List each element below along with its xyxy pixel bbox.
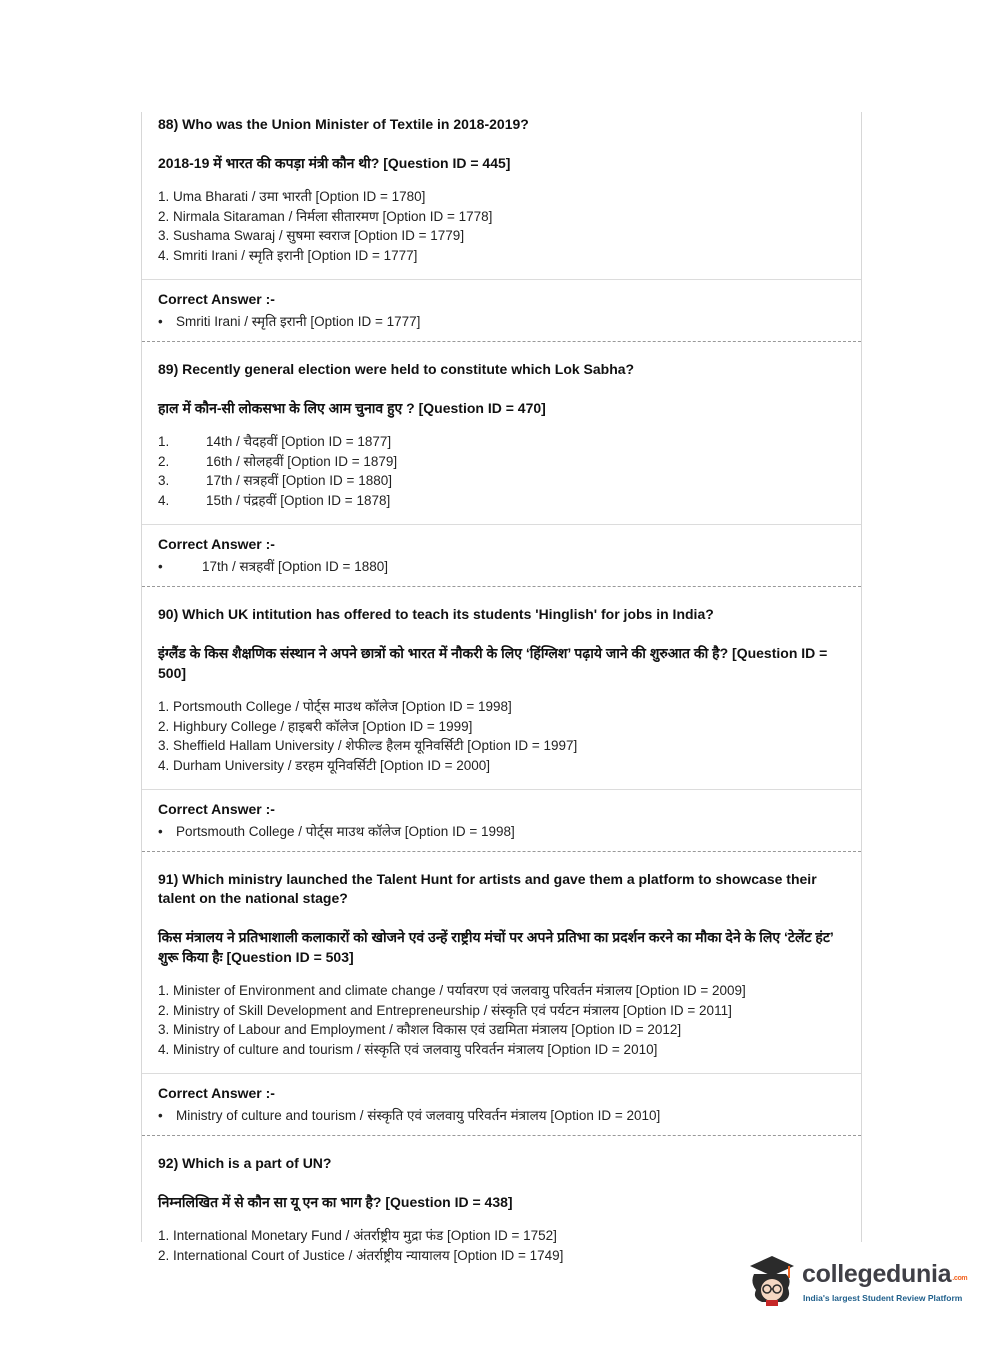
option-item: 4. Ministry of culture and tourism / संस्कृति एवं जलवायु परिवर्तन मंत्रालय [Option ID = 2010]	[158, 1041, 658, 1057]
logo-tagline: India's largest Student Review Platform	[803, 1293, 963, 1303]
question-heading: 90) Which UK intitution has offered to teach its students 'Hinglish' for jobs in India?	[158, 606, 714, 622]
option-list	[158, 697, 845, 775]
option-item: 1. Uma Bharati / उमा भारती [Option ID = 1780]	[158, 189, 426, 204]
question-hindi: हाल में कौन-सी लोकसभा के लिए आम चुनाव हुए ? [Question ID = 470]	[158, 400, 546, 416]
question-separator	[142, 586, 861, 587]
option-item: 1. International Monetary Fund / अंतर्राष्ट्रीय मुद्रा फंड [Option ID = 1752]	[158, 1228, 557, 1243]
option-item: 1. Portsmouth College / पोर्ट्स माउथ कॉलेज [Option ID = 1998]	[158, 699, 512, 714]
correct-answer-89	[142, 525, 861, 577]
correct-answer-title: Correct Answer :-	[158, 536, 275, 552]
correct-answer-value: • Ministry of culture and tourism / संस्कृति एवं जलवायु परिवर्तन मंत्रालय [Option ID = 2010]	[158, 1106, 845, 1126]
option-list	[158, 187, 845, 265]
correct-answer-90	[142, 790, 861, 842]
correct-answer-title: Correct Answer :-	[158, 291, 275, 307]
question-heading: 89) Recently general election were held to constitute which Lok Sabha?	[158, 361, 635, 377]
option-list	[158, 432, 845, 510]
option-item: 4. 15th / पंद्रहवीं [Option ID = 1878]	[158, 492, 391, 508]
question-separator	[142, 851, 861, 852]
question-89	[142, 357, 861, 510]
option-item: 3. Sushama Swaraj / सुषमा स्वराज [Option ID = 1779]	[158, 228, 465, 243]
student-mascot-icon	[742, 1252, 800, 1310]
option-item: 4. Smriti Irani / स्मृति इरानी [Option ID = 1777]	[158, 247, 418, 263]
option-item: 3. Sheffield Hallam University / शेफील्ड हैलम यूनिवर्सिटी [Option ID = 1997]	[158, 738, 578, 753]
option-item: 2. Highbury College / हाइबरी कॉलेज [Option ID = 1999]	[158, 718, 473, 734]
option-item: 2. Nirmala Sitaraman / निर्मला सीतारमण [Option ID = 1778]	[158, 208, 493, 224]
correct-answer-value: • Smriti Irani / स्मृति इरानी [Option ID = 1777]	[158, 312, 845, 332]
option-item: 2. Ministry of Skill Development and Entrepreneurship / संस्कृति एवं पर्यटन मंत्रालय [Option ID = 2011]	[158, 1002, 732, 1018]
correct-answer-title: Correct Answer :-	[158, 1085, 275, 1101]
bullet-icon: •	[158, 559, 163, 574]
bullet-icon: •	[158, 314, 163, 329]
question-heading: 88) Who was the Union Minister of Textile in 2018-2019?	[158, 116, 529, 132]
option-item: 1. Minister of Environment and climate change / पर्यावरण एवं जलवायु परिवर्तन मंत्रालय [Option ID = 2009]	[158, 983, 746, 998]
logo-wordmark: collegedunia.com	[802, 1260, 968, 1288]
question-hindi: किस मंत्रालय ने प्रतिभाशाली कलाकारों को खोजने एवं उन्हें राष्ट्रीय मंचों पर अपने प्रतिभा का प्रदर्शन करने का मौका देने के लिए ‘टेलेंट हंट’ शुरू किया हैः [Question ID = 503]	[158, 929, 834, 965]
question-heading: 91) Which ministry launched the Talent Hunt for artists and gave them a platform to showcase their talent on the national stage?	[158, 871, 817, 906]
correct-answer-title: Correct Answer :-	[158, 801, 275, 817]
question-hindi: निम्नलिखित में से कौन सा यू एन का भाग है? [Question ID = 438]	[158, 1194, 513, 1210]
question-88	[142, 112, 861, 265]
question-heading: 92) Which is a part of UN?	[158, 1155, 332, 1171]
question-separator	[142, 341, 861, 342]
option-list	[158, 981, 845, 1059]
correct-answer-88	[142, 280, 861, 332]
correct-answer-91	[142, 1074, 861, 1126]
option-item: 4. Durham University / डरहम यूनिवर्सिटी [Option ID = 2000]	[158, 757, 490, 773]
question-hindi: 2018-19 में भारत की कपड़ा मंत्री कौन थी? [Question ID = 445]	[158, 155, 511, 171]
question-90	[142, 602, 861, 775]
option-item: 2. International Court of Justice / अंतर्राष्ट्रीय न्यायालय [Option ID = 1749]	[158, 1247, 564, 1263]
bullet-icon: •	[158, 1108, 163, 1123]
correct-answer-value: • 17th / सत्रहवीं [Option ID = 1880]	[158, 557, 845, 577]
option-item: 1. 14th / चैदहवीं [Option ID = 1877]	[158, 434, 392, 449]
option-item: 3. Ministry of Labour and Employment / कौशल विकास एवं उद्यमिता मंत्रालय [Option ID = 2012]	[158, 1022, 682, 1037]
correct-answer-value: • Portsmouth College / पोर्ट्स माउथ कॉलेज [Option ID = 1998]	[158, 822, 845, 842]
question-hindi: इंग्लैंड के किस शैक्षणिक संस्थान ने अपने छात्रों को भारत में नौकरी के लिए ‘हिंग्लिश’ पढ़ाये जाने की शुरुआत की है? [Question ID = 500]	[158, 645, 828, 681]
question-92	[142, 1151, 861, 1265]
collegedunia-logo[interactable]	[742, 1252, 972, 1312]
option-item: 3. 17th / सत्रहवीं [Option ID = 1880]	[158, 473, 392, 488]
question-separator	[142, 1135, 861, 1136]
bullet-icon: •	[158, 824, 163, 839]
question-91	[142, 867, 861, 1059]
option-item: 2. 16th / सोलहवीं [Option ID = 1879]	[158, 453, 398, 469]
question-paper-page	[141, 112, 862, 1263]
